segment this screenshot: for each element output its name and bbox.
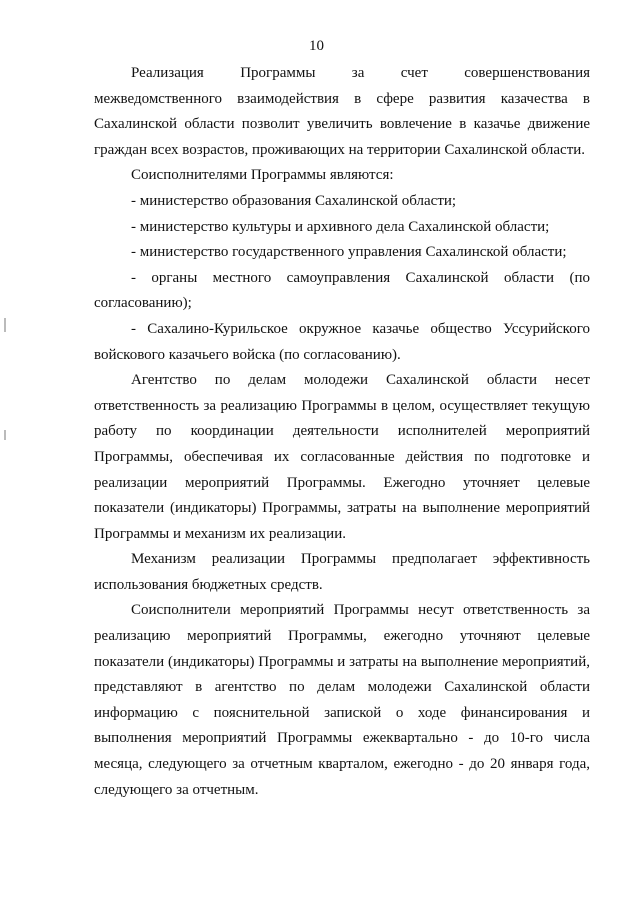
list-item-ministry-government: - министерство государственного управления Сахалинской области; [131,244,567,261]
scan-artifact-mark [4,430,6,440]
paragraph-implementation-effect: Реализация Программы за счет совершенствования межведомственного взаимодействия в сфере развития казачества в Сахалинской области позволит увеличить вовлечение в казачье движение граждан всех возрастов, проживающих на территории Сахалинской области. [94,65,590,158]
list-item-ministry-education: - министерство образования Сахалинской области; [131,192,457,209]
list-item-cossack-society: - Сахалино-Курильское окружное казачье общество Уссурийского войскового казачьего войска (по согласованию). [94,320,590,363]
scan-artifact-mark [4,318,6,332]
list-item-local-government: - органы местного самоуправления Сахалинской области (по согласованию); [94,269,590,312]
list-item-ministry-culture: - министерство культуры и архивного дела Сахалинской области; [131,218,550,235]
paragraph-agency-responsibility: Агентство по делам молодежи Сахалинской области несет ответственность за реализацию Программы в целом, осуществляет текущую работу по координации деятельности исполнителей мероприятий Программы, обеспечивая их согласованные действия по подготовке и реализации мероприятий Программы. Ежегодно уточняет целевые показатели (индикаторы) Программы, затраты на выполнение мероприятий Программы и механизм их реализации. [94,372,590,542]
paragraph-coexecutors-responsibility: Соисполнители мероприятий Программы несут ответственность за реализацию мероприятий Программы, ежегодно уточняют целевые показатели (индикаторы) Программы и затраты на выполнение мероприятий, представляют в агентство по делам молодежи Сахалинской области информацию с пояснительной запиской о ходе финансирования и выполнения мероприятий Программы ежеквартально - до 10-го числа месяца, следующего за отчетным кварталом, ежегодно - до 20 января года, следующего за отчетным. [94,602,590,798]
paragraph-mechanism: Механизм реализации Программы предполагает эффективность использования бюджетных средств. [94,551,590,593]
paragraph-coexecutors-intro: Соисполнителями Программы являются: [131,167,394,184]
page-number: 10 [309,38,324,54]
document-body [94,61,590,803]
